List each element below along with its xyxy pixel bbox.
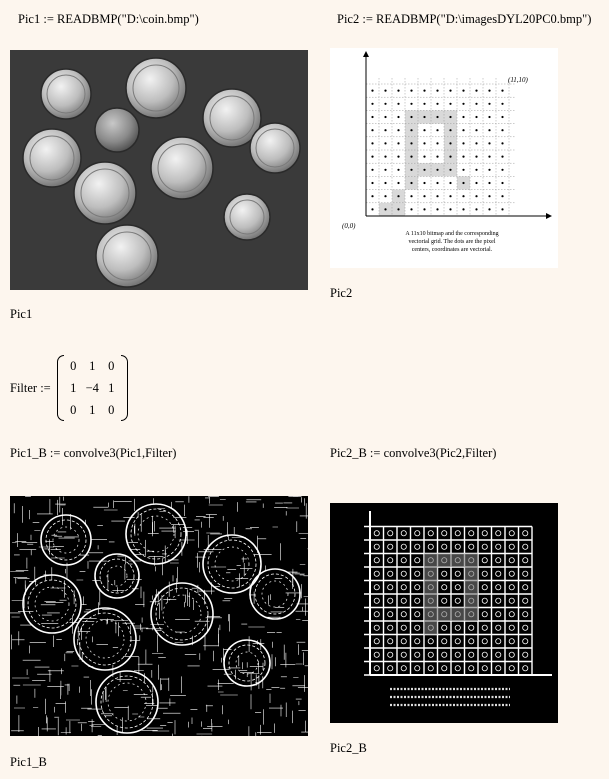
- pic1b-label: Pic1_B: [10, 755, 47, 769]
- pic1b-edge-image[interactable]: [10, 496, 308, 736]
- pic2-label: Pic2: [330, 286, 353, 300]
- pic1-readbmp-expression[interactable]: Pic1 := READBMP("D:\coin.bmp"): [18, 12, 199, 26]
- filter-matrix: [57, 355, 128, 421]
- pic1-coin-image[interactable]: [10, 50, 308, 290]
- pic2b-label: Pic2_B: [330, 741, 367, 755]
- matrix-cell: −4: [85, 380, 99, 395]
- filter-label: Filter :=: [10, 380, 51, 395]
- matrix-cell: 0: [108, 402, 115, 417]
- pic2b-convolve-expression[interactable]: Pic2_B := convolve3(Pic2,Filter): [330, 446, 497, 460]
- matrix-cell: 1: [108, 380, 115, 395]
- pic1b-convolve-expression[interactable]: Pic1_B := convolve3(Pic1,Filter): [10, 446, 177, 460]
- pic2-grid-image[interactable]: [330, 48, 558, 268]
- pic1-label: Pic1: [10, 307, 33, 321]
- pic2-readbmp-expression[interactable]: Pic2 := READBMP("D:\imagesDYL20PC0.bmp"): [337, 12, 592, 26]
- pic2-caption-line-2: vectorial grid. The dots are the pixel: [408, 239, 496, 245]
- matrix-cell: 1: [89, 358, 96, 373]
- pic2b-edge-image[interactable]: [330, 503, 558, 723]
- pic2-caption-line-3: centers, coordinates are vectorial.: [411, 247, 493, 253]
- matrix-cell: 0: [70, 402, 77, 417]
- matrix-cell: 0: [70, 358, 77, 373]
- pic2-caption-line-1: A 11x10 bitmap and the corresponding: [405, 231, 499, 237]
- matrix-cell: 1: [70, 380, 77, 395]
- filter-definition[interactable]: [10, 355, 128, 421]
- pic2-corner-label: (11,10): [508, 76, 528, 84]
- matrix-cell: 0: [108, 358, 115, 373]
- matrix-cell: 1: [89, 402, 96, 417]
- pic2-origin-label: (0,0): [342, 222, 356, 230]
